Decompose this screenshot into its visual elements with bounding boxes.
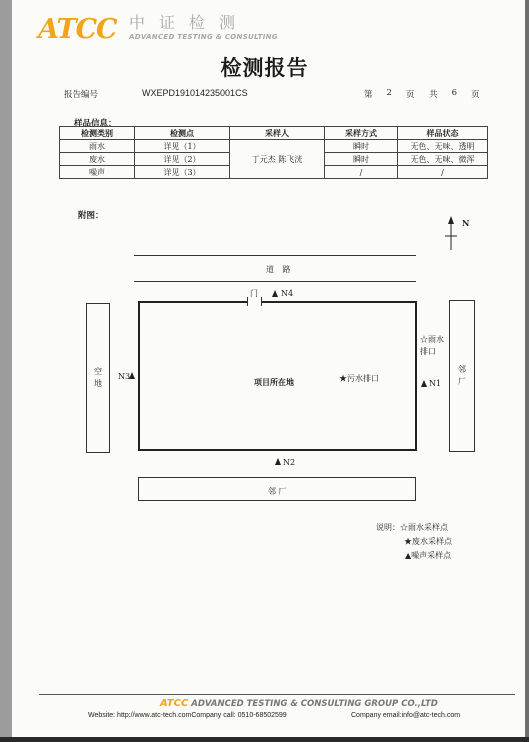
scan-right-edge — [525, 0, 529, 742]
rain-outlet-label: ☆雨水排口 — [420, 335, 444, 356]
scan-bottom-edge — [0, 737, 529, 742]
table-cell-sampler: 丁元杰 陈飞洸 — [230, 140, 325, 179]
table-row — [60, 140, 488, 153]
table-cell: 雨水 — [60, 140, 135, 153]
column-header: 样品状态 — [398, 127, 488, 140]
footer-logo: ATCC — [160, 698, 189, 709]
column-header: 采样方式 — [325, 127, 398, 140]
road-label: 道 路 — [266, 265, 291, 274]
road-bottom-line — [134, 281, 416, 282]
north-label: N — [462, 218, 470, 228]
company-logo-english: ADVANCED TESTING & CONSULTING — [129, 33, 278, 41]
page-prefix: 第 — [364, 90, 373, 100]
noise-point-n1-icon — [421, 380, 427, 387]
page-total: 6 — [451, 88, 458, 98]
legend-title: 说明： — [376, 523, 400, 532]
sample-info-table — [59, 126, 488, 179]
neighbor-factory-bottom-label: 邻 厂 — [268, 487, 287, 496]
empty-land-label: 空地 — [94, 367, 102, 388]
n4-label: N4 — [281, 289, 294, 298]
report-number-value: WXEPD191014235001CS — [142, 88, 248, 98]
project-site-label: 项目所在地 — [254, 377, 294, 387]
column-header: 采样人 — [230, 127, 325, 140]
page-title: 检测报告 — [220, 56, 309, 80]
page-indicator — [364, 88, 480, 100]
gate-label: 门 — [250, 289, 258, 298]
footer-website: Website: http://www.atc-tech.comCompany call: 0510-68502599 — [88, 712, 287, 719]
table-cell: 详见（3） — [135, 166, 230, 179]
table-cell: 无色、无味、微浑 — [398, 153, 488, 166]
company-logo: ATCC — [38, 14, 117, 45]
legend-waste-point: ★废水采样点 — [404, 537, 452, 546]
table-cell: 噪声 — [60, 166, 135, 179]
table-cell: 详见（1） — [135, 140, 230, 153]
noise-point-n2-icon — [275, 458, 281, 465]
table-header-row — [60, 127, 488, 140]
page-mid: 页 共 — [405, 90, 438, 100]
north-arrow-icon — [444, 216, 458, 250]
table-cell: 废水 — [60, 153, 135, 166]
road-top-line — [134, 255, 416, 256]
column-header: 检测点 — [135, 127, 230, 140]
footer-email: Company email:info@atc-tech.com — [351, 712, 461, 719]
figure-heading: 附图： — [78, 211, 104, 221]
footer-company-text: ADVANCED TESTING & CONSULTING GROUP CO.,LTD — [191, 699, 438, 709]
n1-label: N1 — [429, 379, 442, 388]
table-cell: 瞬时 — [325, 153, 398, 166]
table-cell: 瞬时 — [325, 140, 398, 153]
gate-post-left — [247, 297, 248, 306]
report-number-label: 报告编号 — [64, 90, 99, 100]
n2-label: N2 — [283, 458, 296, 467]
legend-rain-point: ☆雨水采样点 — [400, 523, 448, 532]
sample-info-heading: 样品信息： — [74, 119, 117, 129]
noise-point-n4-icon — [272, 290, 278, 297]
gate-post-right — [261, 297, 262, 306]
table-cell: 详见（2） — [135, 153, 230, 166]
page-current: 2 — [386, 88, 392, 98]
company-logo-chinese: 中证检测 — [129, 13, 250, 32]
column-header: 检测类别 — [60, 127, 135, 140]
neighbor-factory-right-label: 邻厂 — [458, 365, 466, 386]
legend-noise-point: ▲噪声采样点 — [405, 551, 452, 560]
page-suffix: 页 — [471, 90, 480, 100]
scan-left-edge — [0, 0, 12, 742]
noise-point-n3-icon — [129, 372, 135, 379]
footer-divider — [39, 694, 515, 695]
n3-label: N3 — [118, 372, 131, 381]
sewage-outlet-label: ★污水排口 — [339, 374, 379, 383]
table-cell: / — [325, 166, 398, 179]
gate-gap — [248, 300, 262, 304]
table-cell: 无色、无味、透明 — [398, 140, 488, 153]
footer-company-name — [160, 698, 438, 709]
table-cell: / — [398, 166, 488, 179]
